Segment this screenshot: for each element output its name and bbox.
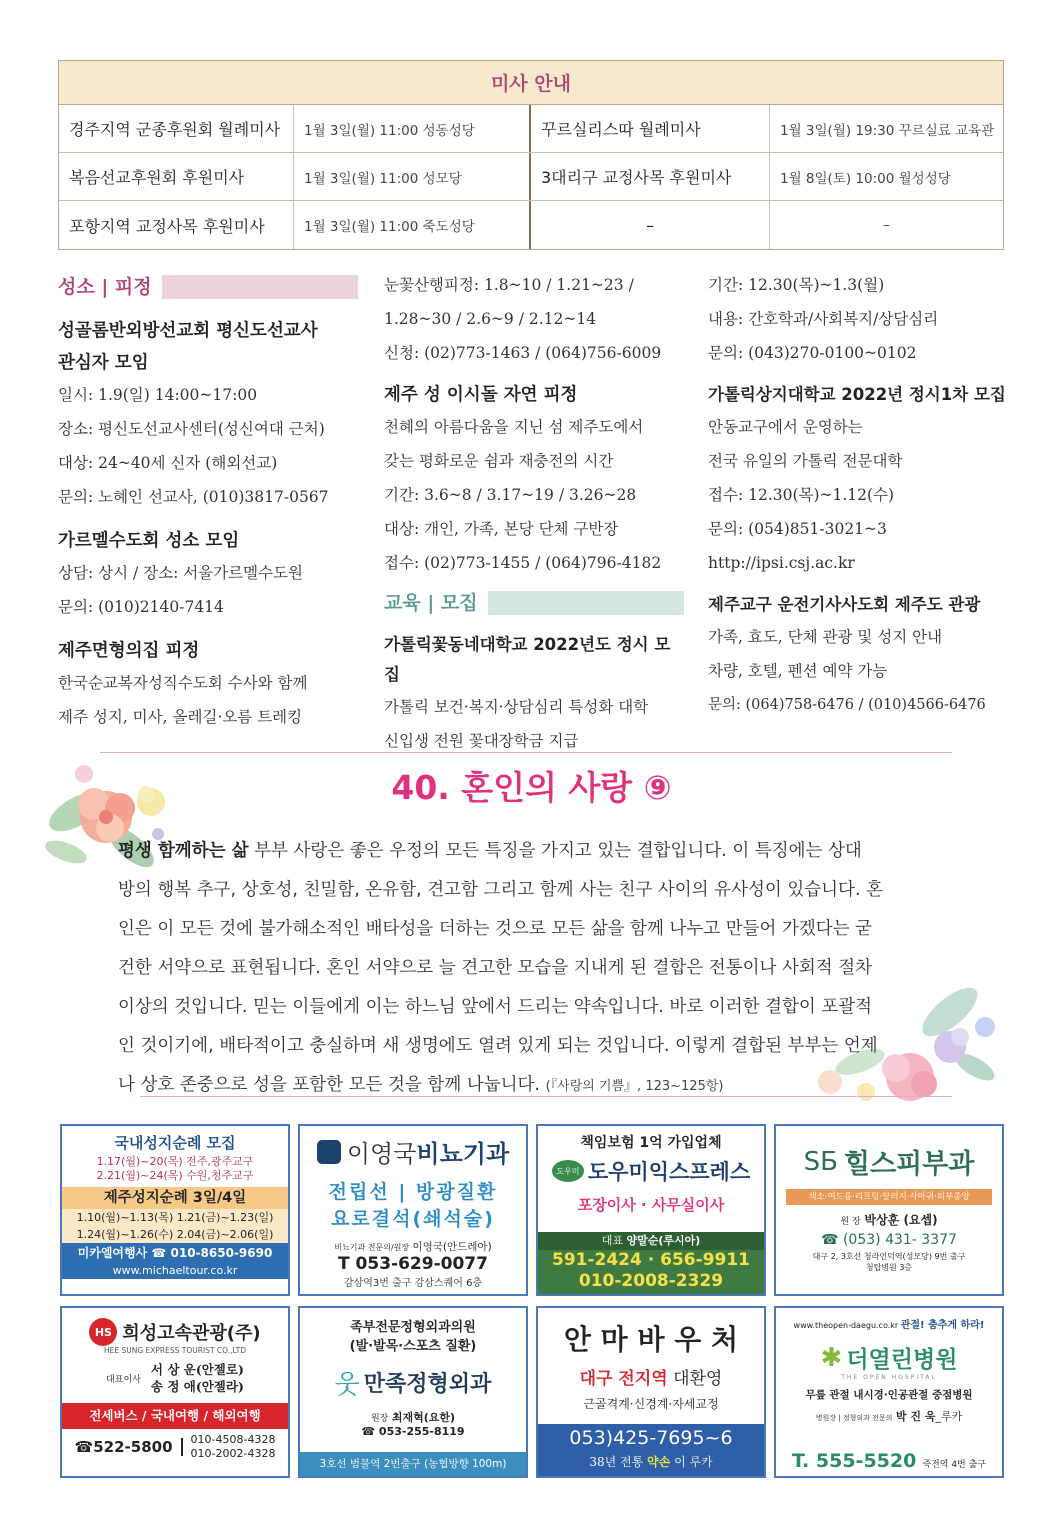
- ad-text: 1.24(월)~1.26(수) 2.04(금)~2.06(일): [62, 1226, 288, 1243]
- section-bar: [162, 275, 358, 299]
- ad-label: 병원장 | 정형외과 전문의: [815, 1414, 893, 1422]
- ad-text: [776, 1316, 1002, 1331]
- ad-text: [538, 1232, 764, 1250]
- item-title: 제주 성 이시돌 자연 피정: [384, 385, 578, 405]
- hospital-logo-icon: ✱: [820, 1342, 843, 1373]
- marriage-text: [118, 832, 948, 1106]
- ad-massage: [536, 1306, 766, 1478]
- ad-services: 전세버스 / 국내여행 / 해외여행: [62, 1403, 288, 1429]
- ad-text: 무릎 관절 내시경·인공관절 중점병원: [805, 1389, 973, 1401]
- ad-phone: 010-2008-2329: [578, 1271, 724, 1291]
- ad-text: HEE SUNG EXPRESS TOURIST CO.,LTD: [103, 1346, 247, 1355]
- hs-logo-icon: HS: [89, 1318, 117, 1346]
- item-text: 기간: 3.6~8 / 3.17~19 / 3.26~28: [384, 486, 637, 504]
- ad-highlight: 약손: [647, 1455, 671, 1469]
- item-text: 눈꽃산행피정: 1.8~10 / 1.21~23 /: [384, 276, 634, 294]
- ad-address: 3호선 범물역 2번출구 (농협방향 100m): [300, 1452, 526, 1476]
- mass-info: 1월 3일(월) 11:00 성동성당: [293, 105, 529, 152]
- item-text: 신입생 전원 꽃대장학금 지급: [384, 732, 579, 750]
- ad-text: 요로결석(쇄석술): [331, 1208, 495, 1230]
- item-text: 안동교구에서 운영하는: [708, 418, 863, 436]
- item-text: 제주 성지, 미사, 올레길·오름 트레킹: [58, 708, 303, 726]
- item-text: 가톨릭 보건·복지·상담심리 특성화 대학: [384, 698, 649, 716]
- ad-phone: T. 555-5520: [791, 1450, 917, 1472]
- ad-phone: ☎ (053) 431- 3377: [821, 1232, 957, 1248]
- ad-clinic-name: 만족정형외과: [363, 1372, 492, 1397]
- ad-clinic-type: 비뇨기과: [416, 1140, 510, 1168]
- table-row: [59, 153, 1003, 201]
- section-title: 교육 | 모집: [384, 592, 478, 614]
- item-text: 접수: (02)773-1455 / (064)796-4182: [384, 554, 662, 572]
- ad-text: 1.10(월)~1.13(목) 1.21(금)~1.23(일): [62, 1209, 288, 1226]
- section-title: 성소 | 피정: [58, 276, 152, 298]
- ad-footer: [538, 1424, 764, 1476]
- ad-address: 청탑병원 3층: [865, 1263, 913, 1272]
- ad-hospital: [774, 1306, 1004, 1478]
- ad-text: 전립선 | 방광질환: [328, 1181, 498, 1203]
- ad-subheading: 제주성지순례 3일/4일: [62, 1187, 288, 1209]
- item-text: 대상: 개인, 가족, 본당 단체 구반장: [384, 520, 619, 538]
- ad-url: www.michaeltour.co.kr: [62, 1263, 288, 1279]
- item-text: 문의: (010)2140-7414: [58, 598, 224, 616]
- mass-info: 1월 3일(월) 19:30 꾸르실료 교육관: [769, 105, 1003, 152]
- text-span: 부부 사랑은 좋은 우정의 모든 특징을 가지고 있는 결합입니다. 이 특징에는 상대: [248, 841, 862, 861]
- ad-label: 비뇨기과 전문의/원장: [334, 1243, 410, 1252]
- item-title: 가톨릭꽃동네대학교 2022년도 정시 모집: [384, 635, 671, 684]
- ad-text: 족부전문정형외과의원: [350, 1320, 476, 1335]
- ad-phone: T 053-629-0077: [338, 1254, 488, 1274]
- item-text: 문의: (054)851-3021~3: [708, 520, 887, 538]
- citation: (『사랑의 기쁨』, 123~125항): [545, 1079, 724, 1094]
- item-text: 문의: (064)758-6476 / (010)4566-6476: [708, 697, 986, 713]
- ad-text: 1.17(월)~20(목) 전주,광주교구: [96, 1155, 254, 1168]
- item-text: 한국순교복자성직수도회 수사와 함께: [58, 674, 308, 692]
- ad-name: 박상훈 (요셉): [864, 1213, 938, 1227]
- ad-title-row: [300, 1134, 526, 1169]
- hills-logo-icon: ЅБ: [803, 1146, 838, 1177]
- ad-phone: ☎522-5800: [75, 1438, 183, 1456]
- ad-label: 원 장: [840, 1217, 861, 1227]
- mass-name: 꾸르실리스따 월례미사: [529, 105, 769, 152]
- item-text: 갖는 평화로운 쉼과 재충전의 시간: [384, 452, 614, 470]
- item-title: 성골롬반외방선교회 평신도선교사: [58, 321, 318, 341]
- ad-slogan: 관절! 춤추게 하라!: [900, 1320, 985, 1331]
- column-vocation: [58, 268, 358, 734]
- ad-phones: [62, 1433, 288, 1461]
- ad-text: [776, 1408, 1002, 1424]
- item-text: 상담: 상시 / 장소: 서울가르멜수도원: [58, 564, 303, 582]
- mass-schedule-table: [58, 60, 1004, 250]
- text-line: [118, 1066, 948, 1106]
- ad-orthopedics: [298, 1306, 528, 1478]
- ad-footer: [538, 1232, 764, 1294]
- divider: [100, 752, 952, 753]
- text-line: 방의 행복 추구, 상호성, 친밀함, 온유함, 견고함 그리고 함께 사는 친구 사이의 유사성이 있습니다. 혼: [118, 880, 883, 900]
- ad-address: 죽전역 4번 출구: [922, 1460, 986, 1470]
- ad-text: 포장이사 · 사무실이사: [577, 1196, 725, 1214]
- ad-reps: [62, 1361, 288, 1395]
- ad-name: 이영국(안드레아): [412, 1241, 492, 1253]
- item-text: 접수: 12.30(목)~1.12(수): [708, 486, 895, 504]
- ad-heading: 국내성지순례 모집: [114, 1134, 236, 1152]
- column-retreat-education: [384, 268, 684, 758]
- ad-address: 감삼역3번 출구 감삼스퀘어 6층: [343, 1278, 483, 1289]
- item-text: 가족, 효도, 단체 관광 및 성지 안내: [708, 628, 943, 646]
- section-header-vocation: [58, 270, 358, 304]
- ad-hospital-name: 더열린병원: [846, 1347, 958, 1373]
- ad-dermatology: [774, 1124, 1004, 1296]
- item-title: 가르멜수도회 성소 모임: [58, 531, 240, 551]
- ad-name: 이 루카: [674, 1455, 713, 1469]
- clinic-logo-icon: [317, 1140, 341, 1164]
- ad-text: [538, 1364, 764, 1389]
- ad-url: www.theopen-daegu.co.kr: [793, 1321, 899, 1330]
- ad-address: 대구 2, 3호선 청라언덕역(성모당) 9번 출구: [812, 1252, 966, 1261]
- item-text: 장소: 평신도선교사센터(성신여대 근처): [58, 420, 325, 438]
- text-span: 나 상호 존중으로 성을 포함한 모든 것을 함께 나눕니다.: [118, 1075, 540, 1095]
- ad-name: 최재혁(요한): [391, 1411, 456, 1424]
- item-text: 내용: 간호학과/사회복지/상담심리: [708, 310, 939, 328]
- ad-moving-company: [536, 1124, 766, 1296]
- ad-clinic-name: 힐스피부과: [843, 1149, 975, 1180]
- ad-text: 책임보험 1억 가입업체: [580, 1135, 722, 1151]
- item-title: 제주교구 운전기사사도회 제주도 관광: [708, 595, 981, 614]
- ad-title-row: [538, 1156, 764, 1186]
- item-text: 신청: (02)773-1463 / (064)756-6009: [384, 344, 662, 362]
- item-text: 전국 유일의 가톨릭 전문대학: [708, 452, 903, 470]
- item-text: 1.28~30 / 2.6~9 / 2.12~14: [384, 310, 597, 328]
- ad-phone: 591-2424 · 656-9911: [551, 1250, 750, 1270]
- mass-name: 3대리구 교정사목 후원미사: [529, 153, 769, 200]
- text-line: [118, 832, 948, 871]
- item-text: 대상: 24~40세 신자 (해외선교): [58, 454, 278, 472]
- mass-table-title: 미사 안내: [59, 61, 1003, 105]
- ad-name: 박 진 욱: [895, 1410, 936, 1423]
- table-row: [59, 105, 1003, 153]
- text-line: 건한 서약으로 표현됩니다. 혼인 서약으로 늘 견고한 모습을 지내게 된 결합은 전통이나 사회적 절차: [118, 958, 873, 978]
- ad-text: [538, 1452, 764, 1472]
- item-title: 제주면형의집 피정: [58, 641, 200, 661]
- ad-text: (발·발목·스포츠 질환): [349, 1339, 477, 1354]
- text-line: 인 것이기에, 배타적이고 충실하며 새 생명에도 열려 있게 되는 것입니다. 이렇게 결합된 부부는 언제: [118, 1036, 878, 1056]
- item-text: http://ipsi.csj.ac.kr: [708, 554, 855, 572]
- mass-name: 경주지역 군종후원회 월례미사: [69, 120, 281, 139]
- mass-info: 1월 8일(토) 10:00 월성성당: [769, 153, 1003, 200]
- ad-label: 원장: [370, 1414, 389, 1424]
- ad-urology: [298, 1124, 528, 1296]
- text-line: 이상의 것입니다. 믿는 이들에게 이는 하느님 앞에서 드리는 약속입니다. 바로 이러한 결합이 포괄적: [118, 997, 873, 1017]
- ad-label: 대표이사: [106, 1374, 141, 1385]
- ad-company-name: 희성고속관광(주): [122, 1323, 261, 1344]
- ad-phone: ☎ 053-255-8119: [361, 1425, 465, 1438]
- item-text: 천혜의 아름다움을 지닌 섬 제주도에서: [384, 418, 644, 436]
- ad-doctor-name: 이영국: [346, 1140, 417, 1168]
- ad-text-span: 대환영: [673, 1369, 723, 1389]
- item-text: 일시: 1.9(일) 14:00~17:00: [58, 386, 258, 404]
- column-education-2: [708, 268, 1008, 722]
- ad-text: [776, 1211, 1002, 1228]
- ad-phone: 010-4508-4328: [190, 1433, 276, 1446]
- ad-name: 서 상 운(안젤로): [150, 1362, 244, 1377]
- ad-title-row: [62, 1318, 288, 1346]
- marriage-section-title: 40. 혼인의 사랑 ⑨: [391, 768, 672, 807]
- ad-title-row: [776, 1341, 1002, 1374]
- company-logo-icon: 도우미: [552, 1160, 584, 1182]
- ad-phone: 053)425-7695~6: [569, 1427, 733, 1449]
- item-title: 관심자 모임: [58, 353, 149, 373]
- ad-phone: 미카엘여행사 ☎ 010-8650-9690: [62, 1243, 288, 1263]
- item-text: 차량, 호텔, 펜션 예약 가능: [708, 662, 888, 680]
- table-row: [59, 201, 1003, 249]
- ad-company-name: 도우미익스프레스: [587, 1160, 751, 1184]
- ad-text: [300, 1409, 526, 1425]
- mass-name: 복음선교후원회 후원미사: [69, 168, 245, 187]
- mass-name: –: [529, 201, 769, 249]
- ad-text: THE OPEN HOSPITAL: [841, 1374, 937, 1381]
- section-header-education: [384, 586, 684, 620]
- ad-text: 근골격계·신경계·자세교정: [583, 1397, 719, 1411]
- ad-title-row: [300, 1364, 526, 1401]
- lead-phrase: 평생 함께하는 삶: [118, 841, 249, 861]
- ad-text: [300, 1239, 526, 1254]
- item-text: 기간: 12.30(목)~1.3(월): [708, 276, 885, 294]
- ad-title-row: [776, 1142, 1002, 1181]
- ad-bus-tour: [60, 1306, 290, 1478]
- mass-info: 1월 3일(월) 11:00 죽도성당: [293, 201, 529, 249]
- ad-phone-row: [776, 1450, 1002, 1472]
- mass-info: –: [769, 201, 1003, 249]
- divider: [140, 1096, 952, 1097]
- ad-title: 안 마 바 우 처: [563, 1323, 739, 1356]
- text-line: 인은 이 모든 것에 불가해소적인 배타성을 더하는 것으로 모든 삶을 함께 나누고 만들어 가겠다는 굳: [118, 919, 873, 939]
- ad-name: 송 정 애(안젤라): [150, 1379, 244, 1394]
- item-title: 가톨릭상지대학교 2022년 정시1차 모집: [708, 385, 1006, 404]
- ad-services: 색소·여드름·리프팅·알러지·사마귀·피부종양: [786, 1189, 992, 1205]
- ad-text-span: _루카: [935, 1410, 963, 1423]
- ad-name: 양말순(루시아): [626, 1234, 701, 1247]
- ad-michael-tour: [60, 1124, 290, 1296]
- ad-highlight: 대구 전지역: [579, 1369, 668, 1389]
- ad-label: 대표: [601, 1234, 623, 1247]
- ad-text: 2.21(월)~24(목) 수원,청주교구: [96, 1169, 254, 1182]
- item-text: 문의: 노혜인 선교사, (010)3817-0567: [58, 488, 329, 506]
- ad-text-span: 38년 전통: [589, 1455, 644, 1469]
- mass-name: 포항지역 교정사목 후원미사: [69, 216, 265, 236]
- foot-logo-icon: 웃: [334, 1370, 360, 1400]
- ad-phone: 010-2002-4328: [190, 1447, 276, 1460]
- mass-info: 1월 3일(월) 11:00 성모당: [293, 153, 529, 200]
- section-bar: [488, 591, 684, 615]
- item-text: 문의: (043)270-0100~0102: [708, 344, 917, 362]
